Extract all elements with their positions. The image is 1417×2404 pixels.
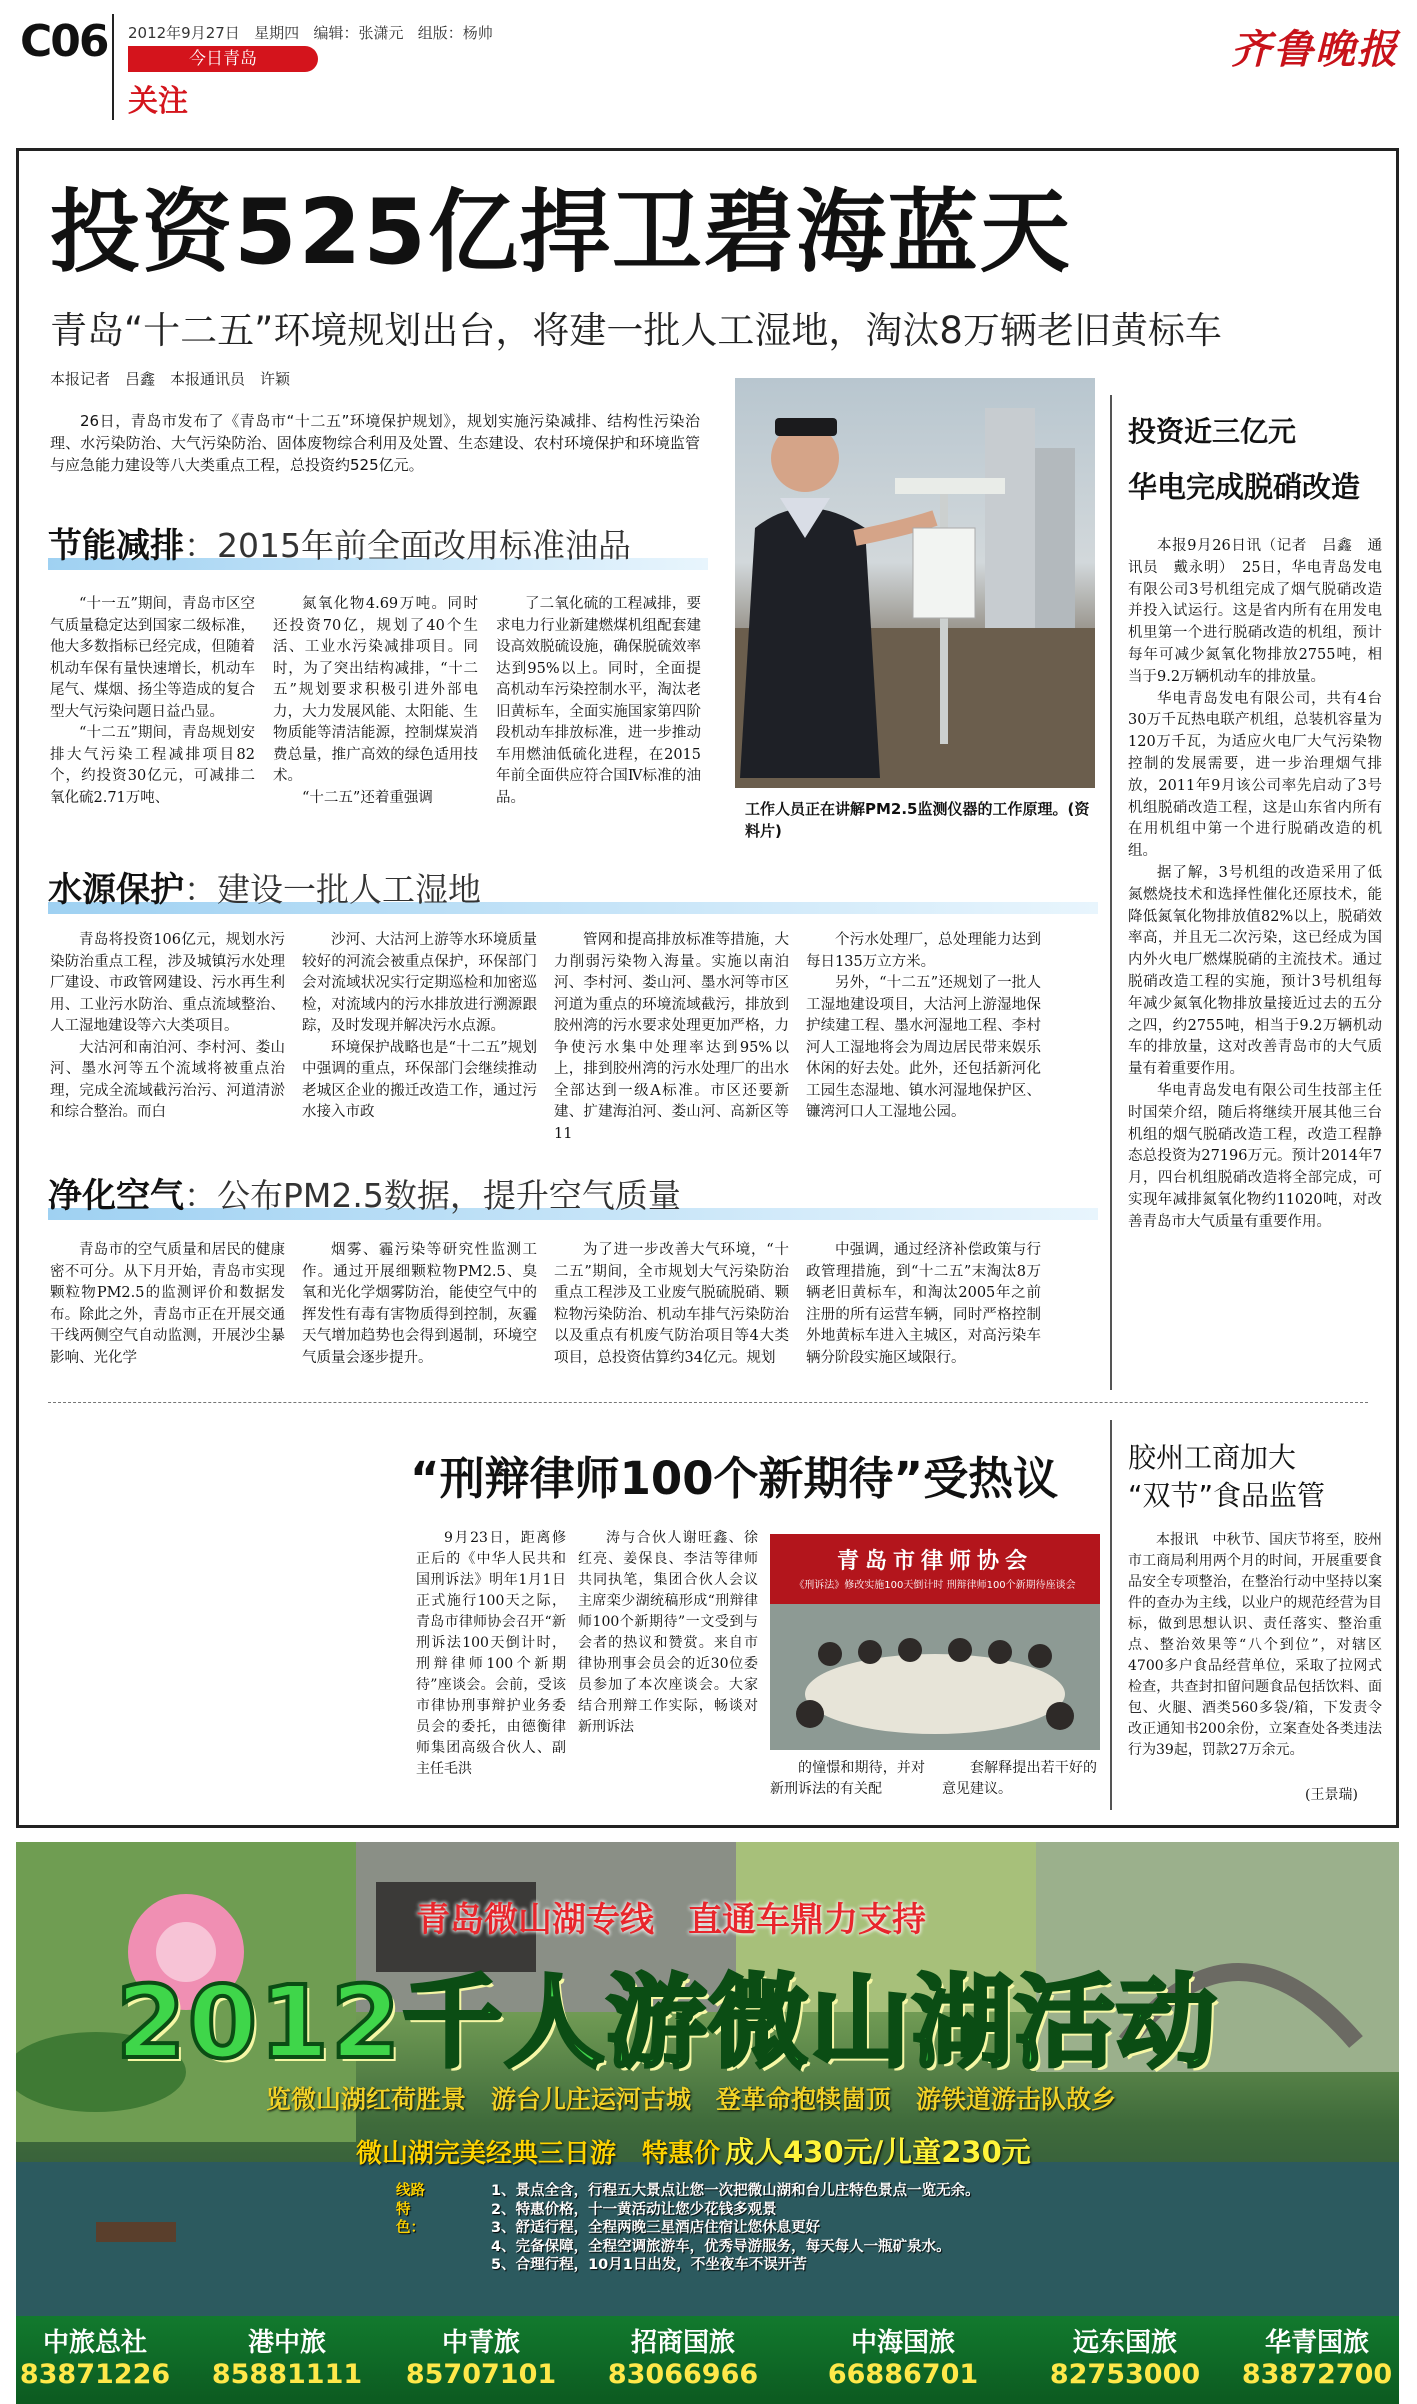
ad-line3 — [356, 2130, 1031, 2171]
article-column: 沙河、大沽河上游等水环境质量较好的河流会被重点保护，环保部门会对流域状况实行定期巡检和加密巡检，对流域内的污水排放进行溯源跟踪，及时发现并解决污水点源。 环境保护战略也是“十二五”规划中强调的重点，环保部门会继续推动老城区企业的搬迁改造工作，通过污水接入市政 — [302, 932, 537, 1120]
column-name: 关注 — [128, 84, 188, 119]
ad-top-line: 青岛微山湖专线 直通车鼎力支持 — [416, 1900, 926, 1940]
article-column: 9月23日，距离修正后的《中华人民共和国刑诉法》明年1月1日正式施行100天之际，青岛市律师协会召开“新刑诉法100天倒计时，刑辩律师100个新期待”座谈会。会前，受该市律协刑事辩护业务委员会的委托，由德衡律师集团高级合伙人、副主任毛洪 — [416, 1530, 566, 1777]
article-column: 管网和提高排放标准等措施，大力削弱污染物入海量。实施以南泊河、李村河、娄山河、墨水河等市区河道为重点的环境流域截污，排放到胶州湾的污水要求处理更加严格，力争使污水集中处理率达到95%以上，排到胶州湾的污水处理厂的出水全部达到一级A标准。市区还要新建、扩建海泊河、娄山河、高新区等11 — [554, 932, 789, 1142]
section-key: 节能减排 — [48, 526, 184, 566]
agency-name: 港中旅 — [247, 2328, 326, 2358]
section-head-energy — [48, 518, 708, 570]
section-sub: ：2015年前全面改用标准油品 — [184, 526, 631, 565]
photo-caption: 工作人员正在讲解PM2.5监测仪器的工作原理。(资料片) — [745, 800, 1090, 840]
agency-block — [588, 2322, 778, 2390]
article-column: “十一五”期间，青岛市区空气质量稳定达到国家二级标准，他大多数指标已经完成，但随着机动车保有量快速增长，机动车尾气、煤烟、扬尘等造成的复合型大气污染问题日益凸显。 “十二五”期间，青岛规划安排大气污染工程减排项目82个，约投资30亿元，可减排二氧化硫2.71万吨、 — [50, 596, 255, 806]
section-tag: 今日青岛 — [128, 46, 318, 72]
article-column: 个污水处理厂，总处理能力达到每日135万立方米。 另外，“十二五”还规划了一批人工湿地建设项目，大沽河上游湿地保护续建工程、墨水河湿地工程、李村河人工湿地将会为周边居民带来娱乐休闲的好去处。此外，还包括新河化工园生态湿地、镇水河湿地保护区、镰湾河口人工湿地公园。 — [806, 932, 1041, 1120]
ad-line2: 览微山湖红荷胜景 游台儿庄运河古城 登革命抱犊崮顶 游铁道游击队故乡 — [266, 2085, 1117, 2114]
agency-block — [0, 2322, 190, 2390]
agency-name: 中海国旅 — [850, 2328, 955, 2358]
editor: 编辑：张潇元 — [313, 24, 404, 42]
agency-block — [1030, 2322, 1220, 2390]
agency-block — [192, 2322, 382, 2390]
agency-phone: 83066966 — [607, 2359, 759, 2390]
sidebar-title: 胶州工商加大 — [1128, 1441, 1297, 1474]
weekday: 星期四 — [254, 24, 300, 42]
sidebar-title: 投资近三亿元 — [1128, 415, 1297, 448]
agency-block — [386, 2322, 576, 2390]
main-title: 投资525亿捍卫碧海蓝天 — [50, 180, 1072, 285]
section-key: 水源保护 — [48, 870, 184, 910]
meeting-subbanner: 《刑诉法》修改实施100天倒计时 刑辩律师100个新期待座谈会 — [794, 1580, 1076, 1591]
ad-price: 成人430元/儿童230元 — [725, 2135, 1031, 2169]
article-column: 青岛市的空气质量和居民的健康密不可分。从下月开始，青岛市实现颗粒物PM2.5的监测评价和数据发布。除此之外，青岛市正在开展交通干线两侧空气自动监测，开展沙尘暴影响、光化学 — [50, 1242, 285, 1366]
article-column: 了二氧化硫的工程减排，要求电力行业新建燃煤机组配套建设高效脱硫设施，确保脱硫效率达到95%以上。同时，全面提高机动车污染控制水平，淘汰老旧黄标车，全面实施国家第四阶段机动车排放标准，进一步推动车用燃油低硫化进程，在2015年前全面供应符合国Ⅳ标准的油品。 — [496, 596, 701, 806]
agency-block — [808, 2322, 998, 2390]
article-column: 套解释提出若干好的意见建议。 — [942, 1760, 1097, 1797]
ad-feature: 5、合理行程，10月1日出发，不坐夜车不误开苦 — [491, 2257, 807, 2273]
ad-tour-label: 微山湖完美经典三日游 特惠价 — [356, 2139, 721, 2169]
main-photo — [735, 378, 1095, 788]
main-subtitle: 青岛“十二五”环境规划出台，将建一批人工湿地，淘汰8万辆老旧黄标车 — [50, 309, 1222, 352]
agency-name: 招商国旅 — [630, 2328, 735, 2358]
agency-name: 中旅总社 — [42, 2328, 147, 2358]
page-code: C06 — [20, 16, 108, 67]
article-column: 青岛将投资106亿元，规划水污染防治重点工程，涉及城镇污水处理厂建设、市政管网建设、污水再生利用、工业污水防治、重点流域整治、人工湿地建设等六大类项目。 大沽河和南泊河、李村河、娄山河、墨水河等五个流域将被重点治理，完成全流域截污治污、河道清淤和综合整治。而白 — [50, 932, 285, 1120]
article-column: 氮氧化物4.69万吨。同时还投资70亿，规划了40个生活、工业水污染减排项目。同时，为了突出结构减排，“十二五”规划要求积极引进外部电力，大力发展风能、太阳能、生物质能等清洁能源，控制煤炭消费总量，推广高效的绿色适用技术。 “十二五”还着重强调 — [273, 596, 478, 806]
lead-paragraph: 26日，青岛市发布了《青岛市“十二五”环境保护规划》，规划实施污染减排、结构性污染治理、水污染防治、大气污染防治、固体废物综合利用及处置、生态建设、农村环境保护和环境监管与应急能力建设等八大类重点工程，总投资约525亿元。 — [50, 412, 700, 474]
agency-phone: 83872700 — [1241, 2359, 1393, 2390]
agency-name: 远东国旅 — [1072, 2328, 1177, 2358]
article-column: 的憧憬和期待，并对新刑诉法的有关配 — [770, 1760, 925, 1797]
paper-name: 齐鲁晚报 — [1231, 26, 1399, 73]
agency-phone: 83871226 — [19, 2359, 171, 2390]
sidebar-divider — [1110, 1420, 1112, 1810]
section-sub: ：公布PM2.5数据，提升空气质量 — [184, 1176, 681, 1215]
sidebar-title: 华电完成脱硝改造 — [1128, 470, 1361, 504]
section-head-air — [48, 1168, 1098, 1220]
agency-phone: 85707101 — [405, 2359, 557, 2390]
agency-phone: 66886701 — [827, 2359, 979, 2390]
article-column: 为了进一步改善大气环境，“十二五”期间，全市规划大气污染防治重点工程涉及工业废气脱硫脱硝、颗粒物污染防治、机动车排气污染防治以及重点有机废气防治项目等4大类项目，总投资估算约34亿元。规划 — [554, 1242, 789, 1366]
header-meta — [128, 22, 493, 43]
layout-editor: 组版：杨帅 — [417, 24, 493, 42]
agency-phone: 85881111 — [211, 2359, 363, 2390]
ad-feature: 4、完备保障，全程空调旅游车，优秀导游服务，每天每人一瓶矿泉水。 — [491, 2238, 951, 2255]
meeting-banner: 青岛市律师协会 — [836, 1549, 1033, 1574]
agency-name: 中青旅 — [441, 2328, 520, 2358]
date: 2012年9月27日 — [128, 24, 240, 42]
article-column: 烟雾、霾污染等研究性监测工作。通过开展细颗粒物PM2.5、臭氧和光化学烟雾防治，能使空气中的挥发性有毒有害物质得到控制，灰霾天气增加趋势也会得到遏制，环境空气质量会逐步提升。 — [302, 1242, 537, 1366]
ad-feature: 2、特惠价格，十一黄活动让您少花钱多观景 — [491, 2201, 777, 2218]
sidebar-body: 本报9月26日讯（记者 吕鑫 通讯员 戴永明） 25日，华电青岛发电有限公司3号机组完成了烟气脱硝改造并投入试运行。这是省内所有在用发电机里第一个进行脱硝改造的机组，预计每年可减少氮氧化物排放2755吨，相当于9.2万辆机动车的排放量。 华电青岛发电有限公司，共有4台30万千瓦热电联产机组，总装机容量为120万千瓦，为适应火电厂大气污染物控制的发展需要，进一步治理烟气排放，2011年9月该公司率先启动了3号机组脱硝改造工程，这是山东省内所有在用机组中第一个进行脱硝改造的机组。 据了解，3号机组的改造采用了低氮燃烧技术和选择性催化还原技术，能降低氮氧化物排放值82%以上，脱硝效率高，并且无二次污染，这已经成为国内外火电厂燃煤脱硝的主流技术。通过脱硝改造工程的实施，预计3号机组每年减少氮氧化物排放量接近过去的五分之四，约2755吨，相当于9.2万辆机动车的排放量，这对改善青岛市的大气质量有着重要作用。 华电青岛发电有限公司生技部主任时国荣介绍，随后将继续开展其他三台机组的烟气脱硝改造工程，改造工程静态总投资为27196万元。预计2014年7月，四台机组脱硝改造将全部完成，可实现年减排氮氧化物约11020吨，对改善青岛市大气质量有重要作用。 — [1128, 538, 1382, 1230]
byline: 本报记者 吕鑫 本报通讯员 许颖 — [50, 370, 291, 388]
signature: (王景瑞) — [1305, 1787, 1358, 1803]
section-head-water — [48, 862, 1098, 914]
article-column: 中强调，通过经济补偿政策与行政管理措施，到“十二五”末淘汰8万辆老旧黄标车，和淘汰2005年之前注册的所有运营车辆，同时严格控制外地黄标车进入主城区，对高污染车辆分阶段实施区域限行。 — [806, 1242, 1041, 1366]
meeting-photo — [770, 1534, 1100, 1750]
section-sub: ：建设一批人工湿地 — [184, 870, 481, 909]
ad-headline: 2012千人游微山湖活动 — [116, 1964, 1219, 2081]
photo-officer-illustration — [735, 378, 1095, 788]
ad-features-label: 线路特色： — [396, 2183, 425, 2236]
article-separator — [48, 1402, 1368, 1403]
agency-phone: 82753000 — [1049, 2359, 1201, 2390]
section-key: 净化空气 — [48, 1176, 184, 1216]
header-divider — [112, 14, 114, 120]
agency-block — [1222, 2322, 1412, 2390]
ad-feature: 1、景点全含，行程五大景点让您一次把微山湖和台儿庄特色景点一览无余。 — [491, 2183, 980, 2199]
article2-title: “刑辩律师100个新期待”受热议 — [410, 1452, 1059, 1505]
agency-name: 华青国旅 — [1264, 2328, 1369, 2358]
sidebar-divider — [1110, 395, 1112, 1390]
article-column: 涛与合伙人谢旺鑫、徐红亮、姜保良、李洁等律师共同执笔，集团合伙人会议主席栾少湖统稿形成“刑辩律师100个新期待”一文受到与会者的热议和赞赏。来自市律协刑事会员会的近30位委员参加了本次座谈会。大家结合刑辩工作实际，畅谈对新刑诉法 — [578, 1530, 758, 1735]
ad-feature: 3、舒适行程，全程两晚三星酒店住宿让您休息更好 — [491, 2220, 821, 2236]
sidebar-title: “双节”食品监管 — [1128, 1479, 1326, 1512]
sidebar-body: 本报讯 中秋节、国庆节将至，胶州市工商局利用两个月的时间，开展重要食品安全专项整治，在整治行动中坚持以案件的查办为主线，以业户的规范经营为目标，做到思想认识、责任落实、整治重点、整治效果等“八个到位”，对辖区4700多户食品经营单位，采取了拉网式检查，共查封扣留问题食品包括饮料、面包、火腿、酒类560多袋/箱，下发责令改正通知书200余份，立案查处各类违法行为39起，罚款27万余元。 — [1128, 1532, 1382, 1758]
